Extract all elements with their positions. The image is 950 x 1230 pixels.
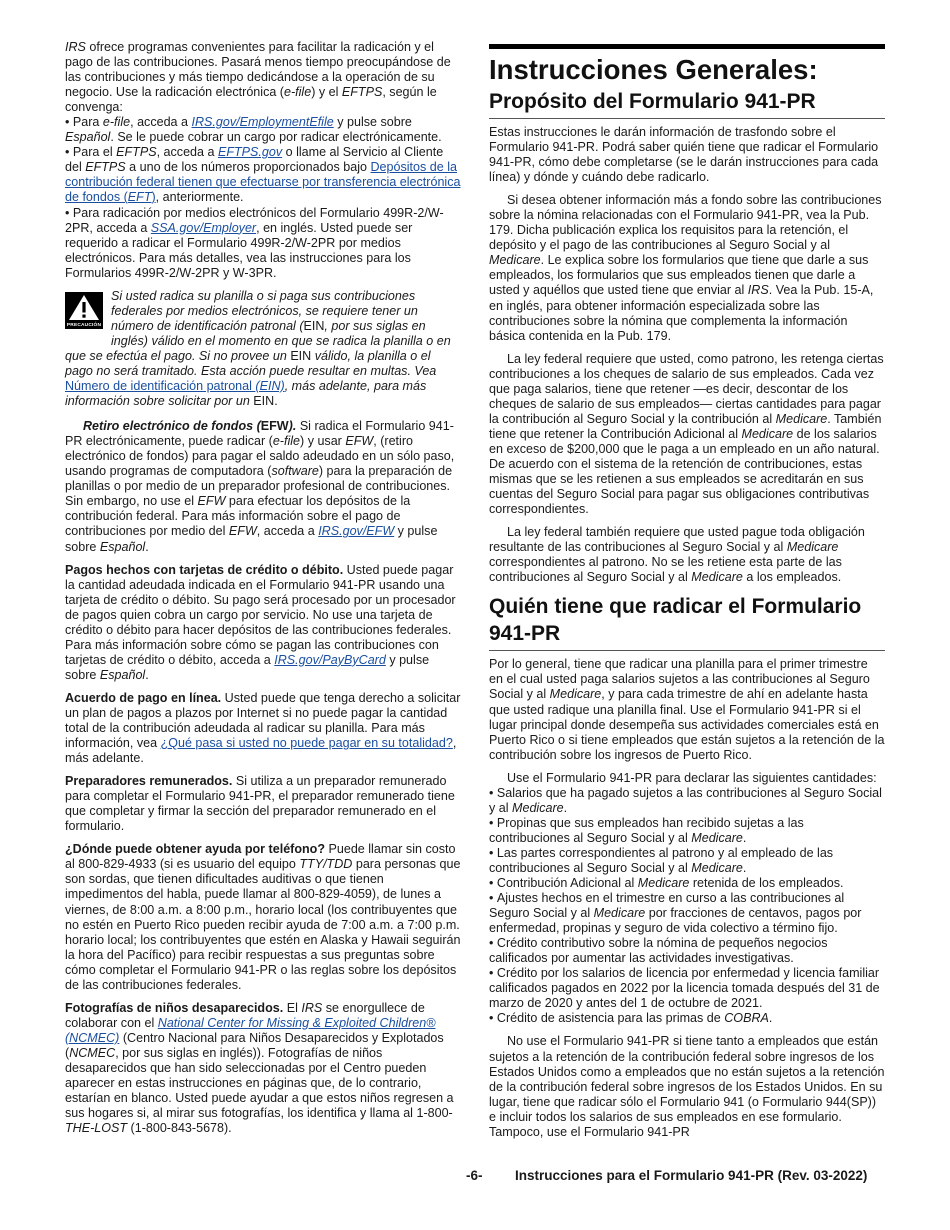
preparers-paragraph: Preparadores remunerados. Si utiliza a un preparador remunerado para completar el Formulario 941-PR, el preparador remunerado tiene que completar y firmar la sección del preparador remunerado en el formulario.: [65, 774, 455, 834]
phone-help-paragraph: ¿Dónde puede obtener ayuda por teléfono? Puede llamar sin costo al 800-829-4933 (si es usuario del equipo TTY/TDD para personas que son sordas, que tienen dificultades auditivas o que tienen impedimentos del habla, puede llamar al 800-829-4059), de lunes a viernes, de 8:00 a.m. a 8:00 p.m., horario local (los contribuyentes que no estén en Puerto Rico pueden recibir ayuda de 7:00 a.m. a 7:00 p.m. horario local; los contribuyentes que estén en Alaska y Hawaii seguirán la hora del Pacífico) para recibir respuestas a sus preguntas sobre cómo completar el Formulario 941-PR o las reglas sobre los depósitos de las contribuciones federales.: [65, 842, 461, 992]
link-que-pasa[interactable]: ¿Qué pasa si usted no puede pagar en su totalidad?: [160, 736, 453, 751]
who-p3: No use el Formulario 941-PR si tiene tanto a empleados que están sujetos a la retención de la contribución federal sobre ingresos de los Estados Unidos como a empleados que no están sujetos a la retención de la contribución federal sobre ingresos de los Estados Unidos. En su lugar, tiene que radicar sólo el Formulario 941 (o Formulario 944(SP)) e incluir todos los salarios de sus empleados en ese formulario. Tampoco, use el Formulario 941-PR: [489, 1034, 885, 1139]
purpose-p3: La ley federal requiere que usted, como patrono, les retenga ciertas contribuciones a los cheques de salario de sus empleados. Cada vez que paga salarios, tiene que retener —es decir, descontar de los cheques de salario de sus empleados— ciertas cantidades para pagar la contribución al Seguro Social y la contribución al Medicare. También tiene que retener la Contribución Adicional al Medicare de los salarios en exceso de $200,000 que le paga a un empleado en un año natural. De acuerdo con el sistema de la retención de contribuciones, estas mismas que se les retienen a sus empleados se acreditarán en sus cuentas del Seguro Social para pagar sus obligaciones contributivas correspondientes.: [489, 351, 884, 517]
link-irs-efw[interactable]: IRS.gov/EFW: [318, 524, 395, 539]
list-item: • Crédito contributivo sobre la nómina de pequeños negocios calificados por aumentar las actividades investigativas.: [489, 936, 885, 966]
list-item: • Ajustes hechos en el trimestre en curso a las contribuciones al Seguro Social y al Medicare por fracciones de centavos, pagos por enfermedad, propinas y seguro de vida colectivo a término fijo.: [489, 891, 885, 936]
caution-icon: [65, 292, 103, 329]
caution-note: PRECAUCIÓN Si usted radica su planilla o si paga sus contribuciones federales por medios electrónicos, se requiere tener un número de identificación patronal (EIN, por sus siglas en inglés) válido en el momento en que se radica la planilla o en que se efectúa el pago. Si no provee un EIN válido, la planilla o el pago no será tramitado. Esta acción puede resultar en multas. Vea Número de identificación patronal (EIN), más adelante, para más información sobre solicitar por un EIN.: [65, 288, 451, 409]
purpose-heading: Propósito del Formulario 941-PR: [489, 88, 885, 119]
caution-label: PRECAUCIÓN: [66, 322, 102, 328]
top-rule: [489, 44, 885, 49]
link-depositos-eft[interactable]: Depósitos de la contribución federal tienen que efectuarse por transferencia electrónica de fondos (EFT): [65, 160, 461, 205]
link-ein[interactable]: Número de identificación patronal (EIN): [65, 379, 285, 394]
link-eftps-gov[interactable]: EFTPS.gov: [217, 145, 283, 160]
payment-plan-paragraph: Acuerdo de pago en línea. Usted puede que tenga derecho a solicitar un plan de pagos a plazos por Internet si no puede pagar la cantidad total de la contribución adeudada al radicar su planilla. Para más información, vea ¿Qué pasa si usted no puede pagar en su totalidad?, más adelante.: [65, 690, 461, 766]
who-p2: Use el Formulario 941-PR para declarar las siguientes cantidades:: [507, 770, 877, 785]
general-instructions-heading: Instrucciones Generales:: [489, 54, 818, 85]
link-ssa-employer[interactable]: SSA.gov/Employer: [150, 220, 257, 235]
card-paragraph: Pagos hechos con tarjetas de crédito o débito. Usted puede pagar la cantidad adeudada indicada en el Formulario 941-PR usando una tarjeta de crédito o débito. Su pago será procesado por un procesador de pagos quien cobra un cargo por servicio. No use una tarjeta de crédito o débito para hacer depósitos de las contribuciones federales. Para más información sobre cómo se pagan las contribuciones con tarjetas de crédito o débito, acceda a IRS.gov/PayByCard y pulse sobre Español.: [65, 562, 456, 682]
purpose-p1: Estas instrucciones le darán información de trasfondo sobre el Formulario 941-PR. Podrá saber quién tiene que radicar el Formulario 941-PR, cómo debe completarse (se le darán instrucciones para cada línea) y dónde y cuándo debe radicarlo.: [489, 125, 879, 185]
link-irs-employmentefile[interactable]: IRS.gov/EmploymentEfile: [191, 115, 334, 130]
left-column: [65, 40, 461, 1144]
list-item: • Crédito de asistencia para las primas de COBRA.: [489, 1011, 885, 1026]
missing-children-paragraph: Fotografías de niños desaparecidos. El IRS se enorgullece de colaborar con el National Center for Missing & Exploited Children® (NCMEC) (Centro Nacional para Niños Desaparecidos y Explotados (NCMEC, por sus siglas en inglés)). Fotografías de niños desaparecidos que han sido seleccionadas por el Centro pueden aparecer en estas instrucciones en páginas que, de lo contrario, estarían en blanco. Usted puede ayudar a que estos niños regresen a sus hogares si, al mirar sus fotografías, los identifica y llama al 1-800-THE-LOST (1-800-843-5678).: [65, 1000, 454, 1136]
who-p1: Por lo general, tiene que radicar una planilla para el primer trimestre en el cual usted paga salarios sujetos a las contribuciones al Seguro Social y al Medicare, y para cada trimestre de ahí en adelante hasta que usted radique una planilla final. Use el Formulario 941-PR si el lugar principal donde desempeña sus actividades comerciales está en Puerto Rico o si tiene empleados que están sujetos a la retención de la contribución sobre los ingresos de Puerto Rico.: [489, 657, 885, 762]
purpose-p2: Si desea obtener información más a fondo sobre las contribuciones sobre la nómina relacionadas con el Formulario 941-PR, vea la Pub. 179. Dicha publicación explica los requisitos para la retención, el depósito y el pago de las contribuciones al Seguro Social y al Medicare. Le explica sobre los formularios que tiene que darle a sus empleados, los formularios que sus empleados tienen que darle a usted y aquéllos que usted tiene que enviar al IRS. Vea la Pub. 15-A, en inglés, para obtener información especializada sobre las contribuciones sobre la nómina que complementa la información básica contenida en la Pub. 179.: [489, 193, 882, 343]
intro-paragraph: IRS ofrece programas convenientes para facilitar la radicación y el pago de las contribuciones. Pasará menos tiempo preocupándose de las contribuciones y más tiempo dedicándose a la operación de su negocio. Use la radicación electrónica (e-file) y el EFTPS, según le convenga:: [65, 40, 451, 115]
bullet-eftps: • Para el EFTPS, acceda a EFTPS.gov o llame al Servicio al Cliente del EFTPS a uno de los números proporcionados bajo Depósitos de la contribución federal tienen que efectuarse por transferencia electrónica de fondos (EFT), anteriormente.: [65, 145, 461, 205]
footer-title: Instrucciones para el Formulario 941-PR (Rev. 03-2022): [515, 1168, 868, 1183]
page-number: -6-: [466, 1168, 483, 1183]
list-item: • Contribución Adicional al Medicare retenida de los empleados.: [489, 876, 885, 891]
efw-paragraph: Retiro electrónico de fondos (EFW). Si radica el Formulario 941-PR electrónicamente, puede radicar (e-file) y usar EFW, (retiro electrónico de fondos) para pagar el saldo adeudado en un sólo paso, usando programas de computadora (software) para la preparación de planillas o por medio de un preparador profesional de contribuciones. Sin embargo, no use el EFW para efectuar los depósitos de la contribución federal. Para más información sobre el pago de contribuciones por medio del EFW, acceda a IRS.gov/EFW y pulse sobre Español.: [65, 419, 455, 554]
who-must-file-heading: Quién tiene que radicar el Formulario 941-PR: [489, 593, 885, 651]
bullet-w2pr: • Para radicación por medios electrónicos del Formulario 499R-2/W-2PR, acceda a SSA.gov/Employer, en inglés. Usted puede ser requerido a radicar el Formulario 499R-2/W-2PR por medios electrónicos. Para más detalles, vea las instrucciones para los Formularios 499R-2/W-2PR y W-3PR.: [65, 206, 461, 281]
link-ncmec[interactable]: National Center for Missing & Exploited Children® (NCMEC): [65, 1015, 436, 1045]
list-item: • Las partes correspondientes al patrono y al empleado de las contribuciones al Seguro Social y al Medicare.: [489, 846, 885, 876]
list-item: • Salarios que ha pagado sujetos a las contribuciones al Seguro Social y al Medicare.: [489, 786, 885, 816]
right-column: [489, 50, 885, 1148]
bullet-efile: • Para e-file, acceda a IRS.gov/EmploymentEfile y pulse sobre Español. Se le puede cobrar un cargo por radicar electrónicamente.: [65, 115, 461, 145]
purpose-p4: La ley federal también requiere que usted pague toda obligación resultante de las contribuciones al Seguro Social y al Medicare correspondientes al patrono. No se les retiene esta parte de las contribuciones al Seguro Social y al Medicare a los empleados.: [489, 525, 865, 585]
link-irs-paybycard[interactable]: IRS.gov/PayByCard: [274, 652, 386, 667]
list-item: • Crédito por los salarios de licencia por enfermedad y licencia familiar calificados pagados en 2022 por la licencia tomada después del 31 de marzo de 2020 y antes del 1 de octubre de 2021.: [489, 966, 885, 1011]
list-item: • Propinas que sus empleados han recibido sujetas a las contribuciones al Seguro Social y al Medicare.: [489, 816, 885, 846]
